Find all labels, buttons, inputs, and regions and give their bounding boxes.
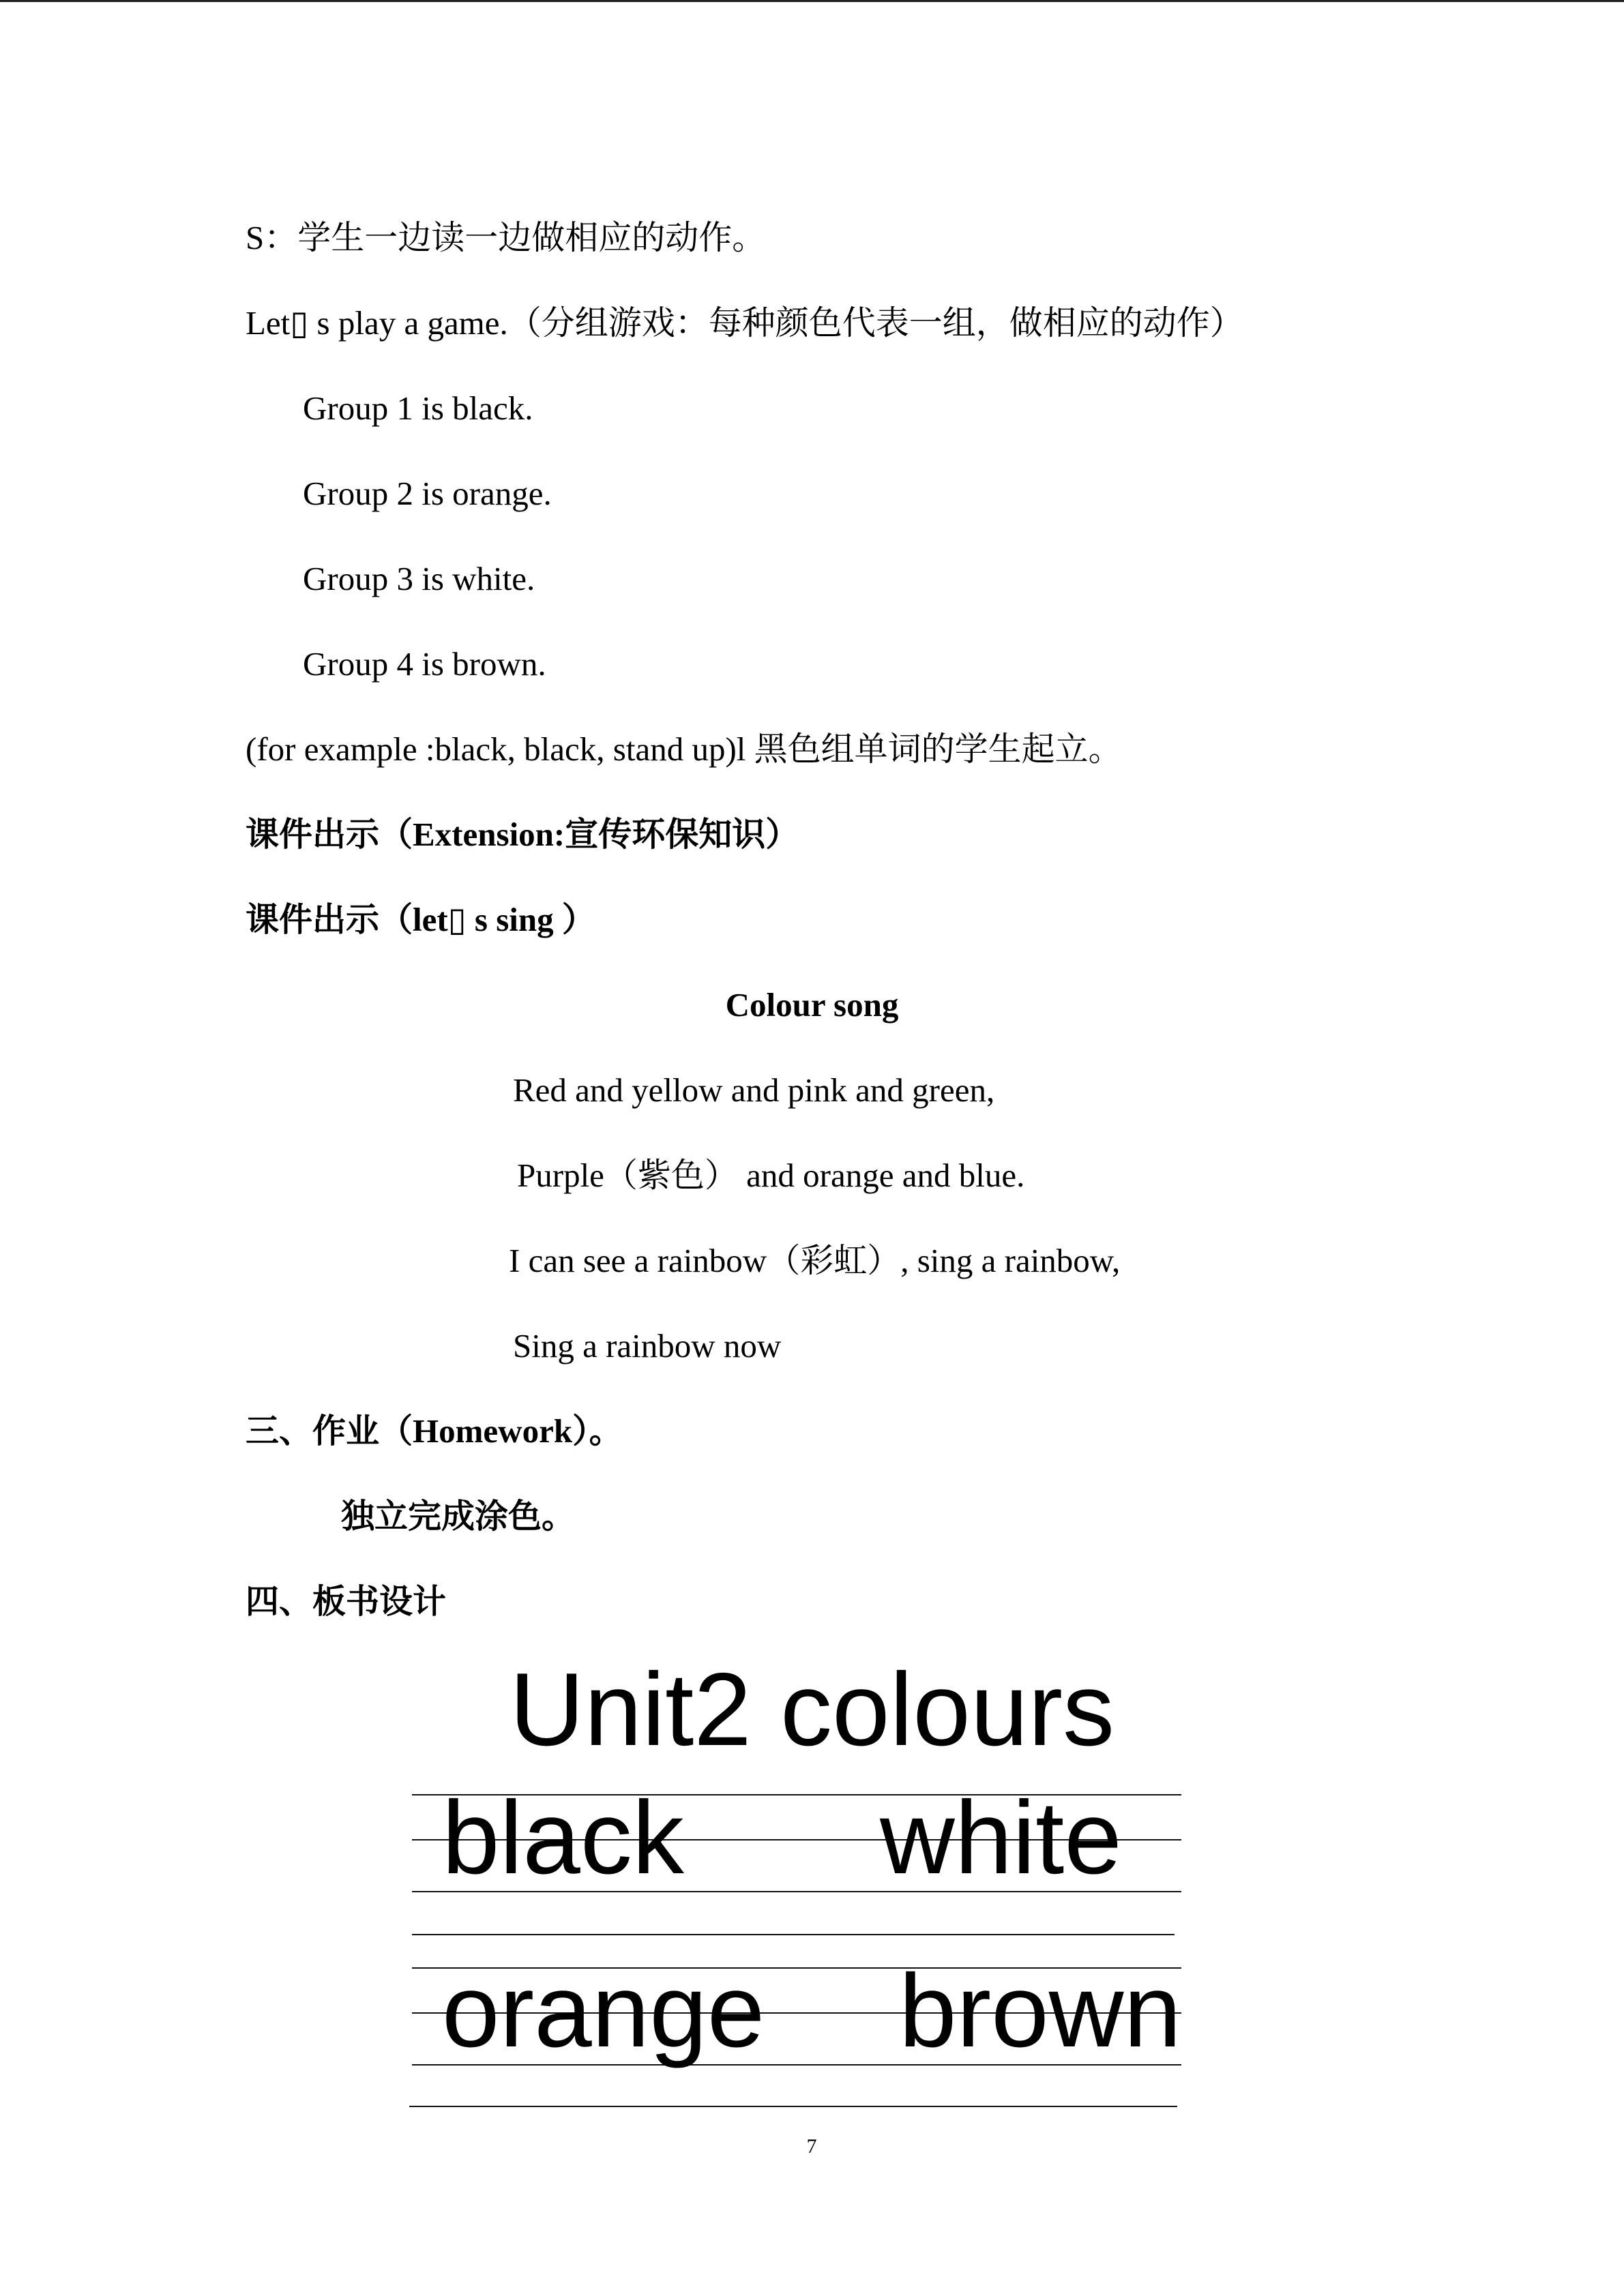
song-lyric-line: I can see a rainbow（彩虹）, sing a rainbow, bbox=[509, 1242, 1121, 1279]
board-word-black: black bbox=[442, 1780, 684, 1896]
page-top-border bbox=[0, 0, 1624, 2]
example-line: (for example :black, black, stand up)l 黑色组单词的学生起立。 bbox=[246, 730, 1122, 768]
song-lyric-line: Purple（紫色） and orange and blue. bbox=[517, 1157, 1025, 1194]
homework-task: 独立完成涂色。 bbox=[341, 1497, 576, 1535]
page-number: 7 bbox=[806, 2135, 817, 2158]
song-lyric-line: Sing a rainbow now bbox=[513, 1327, 782, 1365]
group-4-line: Group 4 is brown. bbox=[303, 645, 546, 683]
board-word-brown: brown bbox=[899, 1953, 1181, 2069]
song-title: Colour song bbox=[725, 986, 899, 1024]
group-2-line: Group 2 is orange. bbox=[303, 475, 552, 512]
student-action-line: S：学生一边读一边做相应的动作。 bbox=[246, 219, 766, 256]
song-lyric-line: Red and yellow and pink and green, bbox=[513, 1071, 995, 1109]
group-3-line: Group 3 is white. bbox=[303, 560, 535, 597]
game-instruction-line: Let▯ s play a game.（分组游戏：每种颜色代表一组，做相应的动作） bbox=[246, 304, 1243, 342]
homework-heading: 三、作业（Homework）。 bbox=[246, 1412, 623, 1450]
writing-line bbox=[409, 2106, 1177, 2107]
board-design-heading: 四、板书设计 bbox=[246, 1583, 447, 1620]
courseware-extension-heading: 课件出示（Extension:宣传环保知识） bbox=[246, 816, 799, 853]
board-word-orange: orange bbox=[442, 1953, 765, 2069]
writing-line bbox=[412, 1934, 1175, 1935]
board-word-white: white bbox=[880, 1780, 1122, 1896]
board-title: Unit2 colours bbox=[509, 1652, 1115, 1768]
courseware-sing-heading: 课件出示（let▯ s sing ） bbox=[246, 901, 595, 938]
group-1-line: Group 1 is black. bbox=[303, 389, 533, 427]
